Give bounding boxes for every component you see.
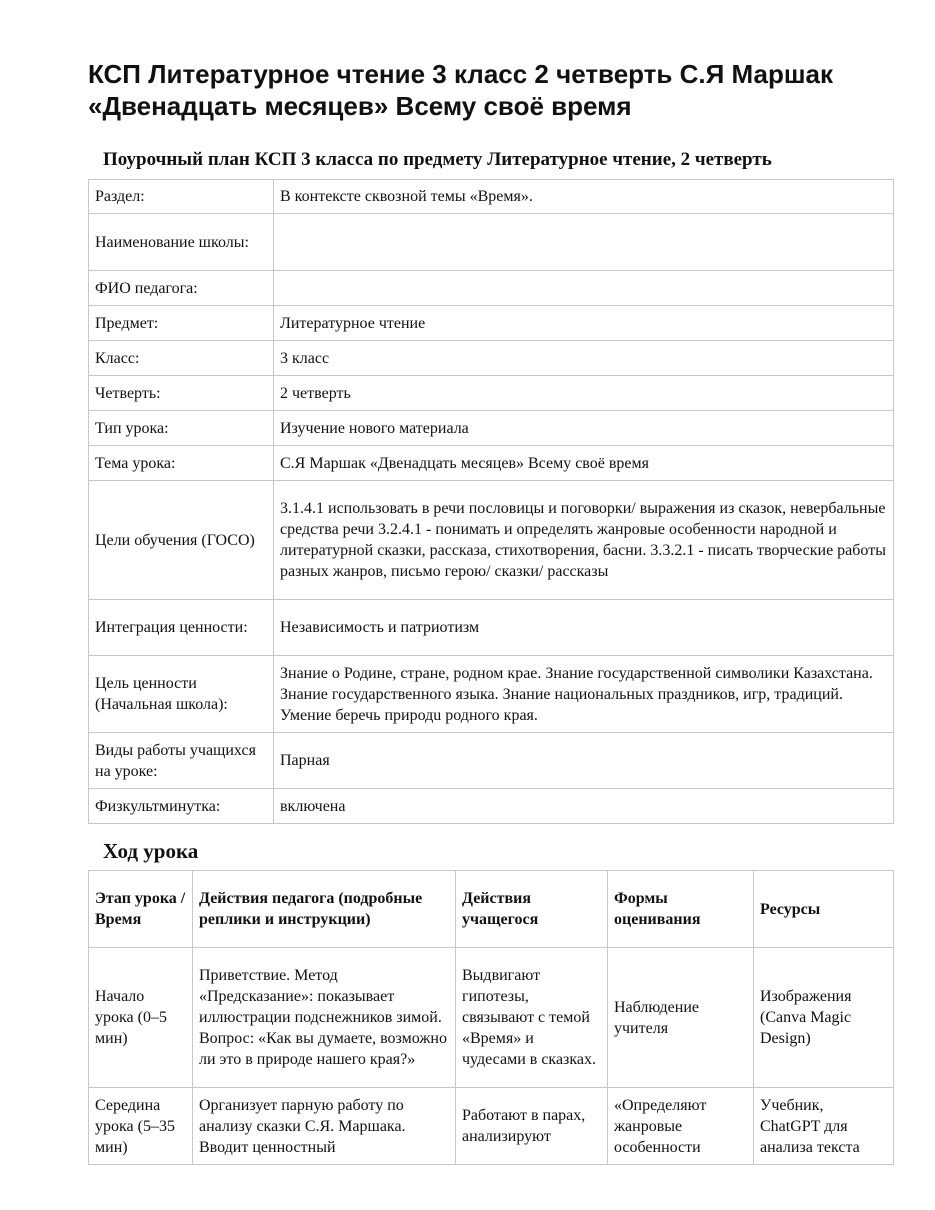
column-header-teacher-actions: Действия педагога (подробные реплики и инструкции): [193, 871, 456, 948]
info-value: 2 четверть: [274, 376, 894, 411]
table-cell: Изображения (Canva Magic Design): [754, 948, 894, 1088]
table-cell: Работают в парах, анализируют: [456, 1088, 608, 1165]
info-value: Знание о Родине, стране, родном крае. Знание государственной символики Казахстана. Знание государственного языка. Знание национальных праздников, игр, традиций. Умение беречь природu родного края.: [274, 656, 894, 733]
info-value: Парная: [274, 733, 894, 789]
info-label: Интеграция ценности:: [89, 600, 274, 656]
table-cell: Выдвигают гипотезы, связывают с темой «Время» и чудесами в сказках.: [456, 948, 608, 1088]
info-row-school: [89, 214, 894, 271]
info-row-values: [89, 600, 894, 656]
table-cell: Наблюдение учителя: [608, 948, 754, 1088]
info-value: включена: [274, 789, 894, 824]
column-header-resources: Ресурсы: [754, 871, 894, 948]
plan-subtitle: Поурочный план КСП 3 класса по предмету Литературное чтение, 2 четверть: [103, 149, 772, 170]
table-row: [89, 948, 894, 1088]
info-value: [274, 271, 894, 306]
info-value: Изучение нового материала: [274, 411, 894, 446]
lesson-info-table: [88, 179, 894, 824]
lesson-progress-heading: Ход урока: [103, 839, 199, 863]
info-label: Класс:: [89, 341, 274, 376]
info-row-exercise-break: [89, 789, 894, 824]
info-row-teacher: [89, 271, 894, 306]
info-row-subject: [89, 306, 894, 341]
column-header-stage: Этап урока / Время: [89, 871, 193, 948]
info-value: 3 класс: [274, 341, 894, 376]
column-header-student-actions: Действия учащегося: [456, 871, 608, 948]
info-row-objectives: [89, 481, 894, 600]
table-cell: Середина урока (5–35 мин): [89, 1088, 193, 1165]
info-label: Цель ценности (Начальная школа):: [89, 656, 274, 733]
info-row-lesson-type: [89, 411, 894, 446]
info-label: Цели обучения (ГОСО): [89, 481, 274, 600]
info-label: ФИО педагога:: [89, 271, 274, 306]
info-label: Наименование школы:: [89, 214, 274, 271]
info-label: Раздел:: [89, 180, 274, 214]
info-value: [274, 214, 894, 271]
info-row-topic: [89, 446, 894, 481]
table-header-row: [89, 871, 894, 948]
info-value: В контексте сквозной темы «Время».: [274, 180, 894, 214]
table-row: [89, 1088, 894, 1165]
info-label: Предмет:: [89, 306, 274, 341]
lesson-progress-table: [88, 870, 894, 1165]
info-label: Тип урока:: [89, 411, 274, 446]
table-cell: Приветствие. Метод «Предсказание»: показывает иллюстрации подснежников зимой. Вопрос: «Как вы думаете, возможно ли это в природе нашего края?»: [193, 948, 456, 1088]
info-value: Литературное чтение: [274, 306, 894, 341]
column-header-assessment: Формы оценивания: [608, 871, 754, 948]
info-label: Тема урока:: [89, 446, 274, 481]
info-label: Виды работы учащихся на уроке:: [89, 733, 274, 789]
info-row-value-goal: [89, 656, 894, 733]
table-cell: «Определяют жанровые особенности: [608, 1088, 754, 1165]
info-label: Четверть:: [89, 376, 274, 411]
info-row-grade: [89, 341, 894, 376]
document-title: КСП Литературное чтение 3 класс 2 четверть С.Я Маршак «Двенадцать месяцев» Всему своё время: [88, 59, 833, 121]
table-cell: Начало урока (0–5 мин): [89, 948, 193, 1088]
info-value: С.Я Маршак «Двенадцать месяцев» Всему своё время: [274, 446, 894, 481]
table-cell: Организует парную работу по анализу сказки С.Я. Маршака. Вводит ценностный: [193, 1088, 456, 1165]
info-value: 3.1.4.1 использовать в речи пословицы и поговорки/ выражения из сказок, невербальные средства речи 3.2.4.1 - понимать и определять жанровые особенности народной и литературной сказки, рассказа, стихотворения, басни. 3.3.2.1 - писать творческие работы разных жанров, письмо герою/ сказки/ рассказы: [274, 481, 894, 600]
info-value: Независимость и патриотизм: [274, 600, 894, 656]
info-row-work-types: [89, 733, 894, 789]
info-row-section: [89, 180, 894, 214]
info-row-quarter: [89, 376, 894, 411]
table-cell: Учебник, ChatGPT для анализа текста: [754, 1088, 894, 1165]
info-label: Физкультминутка:: [89, 789, 274, 824]
